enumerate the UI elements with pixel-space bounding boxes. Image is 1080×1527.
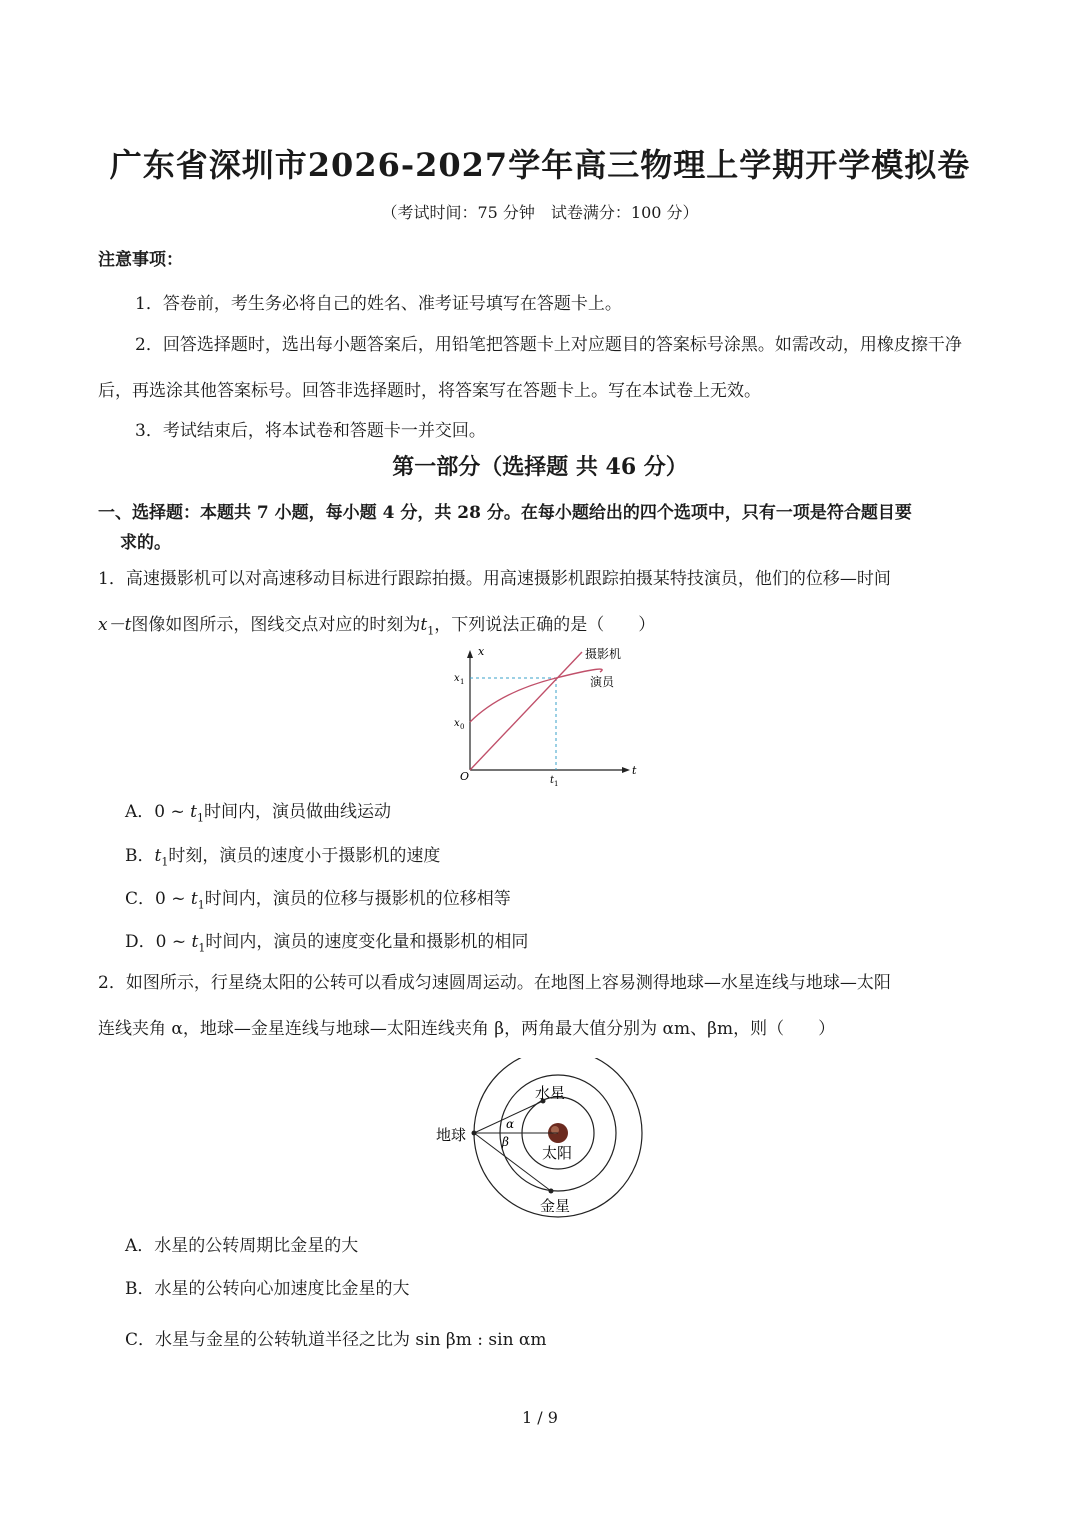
section-desc-line1: 一、选择题：本题共 7 小题，每小题 4 分，共 28 分。在每小题给出的四个选项中，只有一项是符合题目要 [98,503,912,523]
option-text: 时间内，演员的速度变化量和摄影机的相同 [205,932,529,952]
q1-stem-post: ，下列说法正确的是（ ） [434,615,656,635]
beta-label: β [502,1135,509,1149]
option-text: 水星的公转向心加速度比金星的大 [154,1279,410,1299]
mercury-label: 水星 [535,1084,566,1102]
page-title: 广东省深圳市2026-2027学年高三物理上学期开学模拟卷 [109,146,971,184]
q1-stem-line1: 1．高速摄影机可以对高速移动目标进行跟踪拍摄。用高速摄影机跟踪拍摄某特技演员，他们的位移—时间 [98,569,891,589]
q2-stem-line1: 2．如图所示，行星绕太阳的公转可以看成匀速圆周运动。在地图上容易测得地球—水星连线与地球—太阳 [98,973,891,993]
q2-stem-line2: 连线夹角 α，地球—金星连线与地球—太阳连线夹角 β，两角最大值分别为 αm、βm，则（ ） [98,1019,836,1039]
option-letter: C． [125,1330,156,1350]
option-letter: A． [125,1236,155,1256]
venus-label: 金星 [540,1197,571,1215]
notes-heading: 注意事项： [98,250,183,270]
option-text: 水星与金星的公转轨道半径之比为 sin βm : sin αm [155,1330,547,1350]
q2-option-c [125,1325,547,1350]
option-text: 水星的公转周期比金星的大 [154,1236,359,1256]
note-item-2: 2．回答选择题时，选出每小题答案后，用铅笔把答题卡上对应题目的答案标号涂黑。如需改动，用橡皮擦干净后，再选涂其他答案标号。回答非选择题时，将答案写在答题卡上。写在本试卷上无效。 [98,335,962,401]
option-text: 时间内，演员做曲线运动 [204,802,391,822]
section-desc-line2: 求的。 [120,533,171,553]
venus-dot [549,1189,554,1194]
note-item-3: 3．考试结束后，将本试卷和答题卡一并交回。 [135,421,486,441]
option-t-sub: 1 [197,811,204,825]
x0-tick-label: x [454,718,460,729]
q1-option-a [125,797,391,824]
option-t: t [190,889,198,909]
earth-label: 地球 [436,1126,467,1144]
earth-venus-line [474,1133,551,1191]
q1-t1-sub: 1 [427,624,435,638]
option-t-sub: 1 [197,898,205,912]
q1-stem-mid: 图像如图所示，图线交点对应的时刻为 [131,615,421,635]
option-t: t [191,932,199,952]
option-text: 时刻，演员的速度小于摄影机的速度 [168,846,441,866]
t1-tick-sub: 1 [554,780,559,788]
actor-curve [470,669,602,722]
question-2 [98,960,988,1052]
x0-tick-sub: 0 [460,723,465,731]
alpha-label: α [506,1117,515,1131]
t1-tick-label: t [550,775,555,786]
option-text: 时间内，演员的位移与摄影机的位移相等 [204,889,511,909]
option-t: t [154,846,162,866]
option-t: t [190,802,197,822]
origin-label: O [460,770,470,783]
q2-option-a [125,1231,358,1256]
camera-label: 摄影机 [585,647,622,661]
page-number: 1 / 9 [522,1408,558,1427]
option-range: 0 ~ [155,932,192,952]
sun-label: 太阳 [542,1144,573,1162]
q2-option-b [125,1274,410,1299]
x-axis-arrow [622,767,630,773]
option-t-sub: 1 [161,855,169,869]
note-item-1: 1．答卷前，考生务必将自己的姓名、准考证号填写在答题卡上。 [135,294,622,314]
option-letter: B． [125,1279,155,1299]
exam-info: （考试时间：75 分钟 试卷满分：100 分） [381,203,699,222]
section-description [98,498,988,558]
q1-xt-graph [440,640,660,790]
q2-orbit-diagram [430,1058,670,1223]
x1-tick-label: x [454,673,460,684]
q1-option-c [125,884,511,911]
x-axis-label: t [632,764,637,777]
camera-line [470,652,582,770]
option-range: 0 ~ [155,889,191,909]
q1-t1: t [420,615,428,635]
option-letter: A． [125,802,155,822]
q1-option-d [125,927,528,954]
option-letter: B． [125,846,155,866]
x1-tick-sub: 1 [460,678,465,686]
option-t-sub: 1 [198,941,206,955]
section-title: 第一部分（选择题 共 46 分） [392,454,688,480]
q1-option-b [125,841,440,868]
q1-xt-label: x－t [98,615,132,635]
y-axis-label: x [478,645,485,658]
option-letter: D． [125,932,156,952]
y-axis-arrow [467,650,473,658]
option-letter: C． [125,889,156,909]
option-range: 0 ~ [154,802,191,822]
actor-label: 演员 [590,675,615,689]
